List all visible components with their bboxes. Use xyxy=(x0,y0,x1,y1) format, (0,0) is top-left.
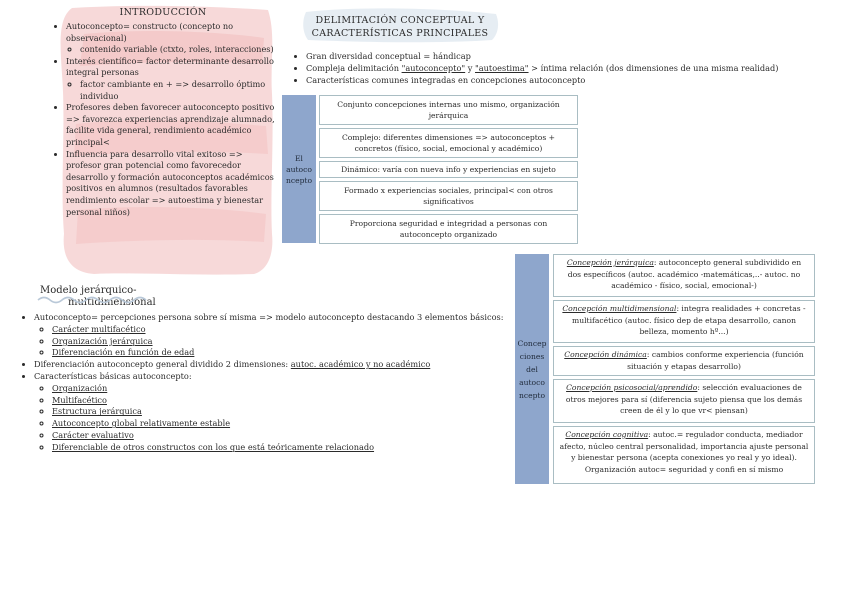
autoconcepto-box: Proporciona seguridad e integridad a personas con autoconcepto organizado xyxy=(319,214,578,244)
modelo-item: • Autoconcepto= percepciones persona sobre sí misma => modelo autoconcepto destacando 3 elementos básicos: ◦ Carácter multifacético ◦ Organización jerárquica ◦ Diferenciación en función de edad xyxy=(34,312,510,359)
intro-title: INTRODUCCIÓN xyxy=(119,7,207,18)
modelo-item: • Características básicas autoconcepto: ◦ Organización ◦ Multifacético ◦ Estructura jerárquica ◦ Autoconcepto global relativamente estable ◦ Carácter evaluativo ◦ Diferenciable de otros constructos con los que está teóricamente relacionado xyxy=(34,371,510,454)
modelo-subitem: ◦ Estructura jerárquica xyxy=(52,406,510,418)
intro-item: • Influencia para desarrollo vital exitoso => profesor gran potencial como favorecedor desarrollo y formación autoconceptos académicos positivos en alumnos (resultados favorables rendimiento escolar => autoestima y bienestar personal niños) xyxy=(66,149,276,219)
modelo-subitem: ◦ Multifacético xyxy=(52,395,510,407)
concepcion-box: Concepción psicosocial/aprendido: selección evaluaciones de otros mejores para sí (diferencia sujeto piensa que los demás creen de él y lo que vr< piensan) xyxy=(553,379,815,423)
delimitacion-item: • Características comunes integradas en concepciones autoconcepto xyxy=(306,74,832,86)
modelo-item: • Diferenciación autoconcepto general dividido 2 dimensiones: autoc. académico y no académico xyxy=(34,359,510,371)
modelo-subitem: ◦ Diferenciación en función de edad xyxy=(52,347,510,359)
autoconcepto-label: El autoco ncepto xyxy=(282,95,316,243)
modelo-title: Modelo jerárquico- multidimensional xyxy=(40,285,156,308)
modelo-subitem: ◦ Organización xyxy=(52,383,510,395)
intro-item: • Profesores deben favorecer autoconcepto positivo => favorezca experiencias aprendizaje alumnado, facilite vida general, rendimiento académico principal< xyxy=(66,102,276,148)
autoconcepto-term: "autoconcepto" xyxy=(401,63,466,73)
modelo-subitem: ◦ Diferenciable de otros constructos con los que está teóricamente relacionado xyxy=(52,442,510,454)
concepcion-box: Concepción dinámica: cambios conforme experiencia (función situación y etapas desarrollo) xyxy=(553,346,815,376)
autoconcepto-box: Complejo: diferentes dimensiones => autoconceptos + concretos (físico, social, emocional y académico) xyxy=(319,128,578,158)
modelo-subitem: ◦ Organización jerárquica xyxy=(52,336,510,348)
concepcion-box: Concepción multidimensional: integra realidades + concretas - multifacético (autoc. físico dep de etapa desarrollo, canon belleza, momento hº...) xyxy=(553,300,815,343)
delimitacion-item: • Gran diversidad conceptual = hándicap xyxy=(306,50,832,62)
autoconcepto-box: Dinámico: varía con nueva info y experiencias en sujeto xyxy=(319,161,578,178)
intro-subitem: ◦ contenido variable (ctxto, roles, interacciones) xyxy=(80,44,276,56)
concepcion-box: Concepción jerárquica: autoconcepto general subdividido en dos específicos (autoc. académico -matemáticas,..- autoc. no académico - físico, social, emocional-) xyxy=(553,254,815,297)
delimitacion-list xyxy=(292,50,832,86)
modelo-subitem: ◦ Carácter evaluativo xyxy=(52,430,510,442)
autoconcepto-box: Formado x experiencias sociales, principal< con otros significativos xyxy=(319,181,578,211)
wave-underline xyxy=(36,294,152,304)
modelo-list xyxy=(20,312,510,454)
intro-subitem: ◦ factor cambiante en + => desarrollo óptimo individuo xyxy=(80,79,276,102)
intro-list xyxy=(52,21,276,218)
autoconcepto-box: Conjunto concepciones internas uno mismo, organización jerárquica xyxy=(319,95,578,125)
concepcion-box: Concepción cognitiva: autoc.= regulador conducta, mediador afecto, núcleo central personalidad, importancia ajuste personal y bienestar persona (acepta conexiones yo real y yo ideal). Organización autoc= seguridad y confi en sí mismo xyxy=(553,426,815,484)
delimitacion-item: • Compleja delimitación "autoconcepto" y "autoestima" > íntima relación (dos dimensiones de una misma realidad) xyxy=(306,62,832,74)
delimitacion-title: DELIMITACIÓN CONCEPTUAL Y CARACTERÍSTICAS PRINCIPALES xyxy=(311,15,489,39)
intro-item: • Interés científico= factor determinante desarrollo integral personas ◦ factor cambiante en + => desarrollo óptimo individuo xyxy=(66,56,276,102)
modelo-subitem: ◦ Carácter multifacético xyxy=(52,324,510,336)
intro-item: • Autoconcepto= constructo (concepto no observacional) ◦ contenido variable (ctxto, roles, interacciones) xyxy=(66,21,276,56)
concepciones-label: Concep ciones del autoco ncepto xyxy=(515,254,549,484)
modelo-subitem: ◦ Autoconcepto global relativamente estable xyxy=(52,418,510,430)
autoestima-term: "autoestima" xyxy=(475,63,529,73)
